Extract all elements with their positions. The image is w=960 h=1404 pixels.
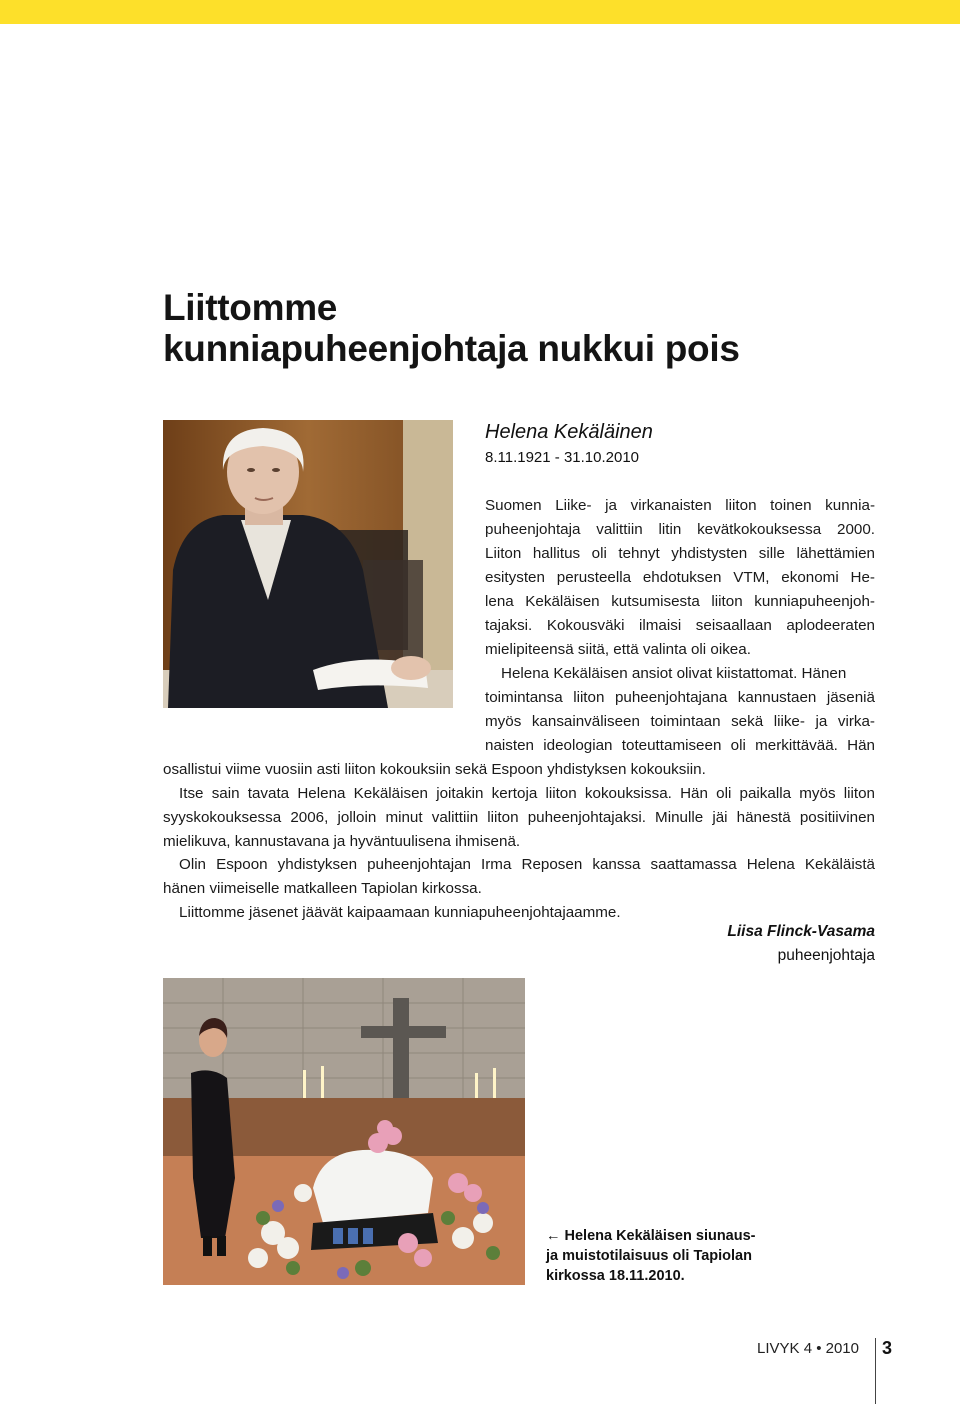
arrow-left-icon: ← bbox=[546, 1228, 561, 1244]
body-line: Olin Espoon yhdistyksen puheenjohtajan Irma Reposen kanssa saattamassa Helena Kekäläistä bbox=[179, 856, 875, 873]
body-line: esitysten perusteella ehdotuksen VTM, ekonomi He- bbox=[485, 569, 875, 586]
body-line: syyskokouksessa 2006, jolloin minut valittiin liiton puheenjohtajaksi. Minulle jäi hänestä positiivinen bbox=[163, 809, 875, 826]
signature-name: Liisa Flinck-Vasama bbox=[727, 923, 875, 940]
signature-role: puheenjohtaja bbox=[777, 947, 875, 964]
page-number: 3 bbox=[882, 1338, 893, 1358]
body-line: toimintansa liiton puheenjohtajana kannustaen jäseniä bbox=[485, 689, 875, 706]
portrait-photo bbox=[163, 420, 453, 708]
person-name: Helena Kekäläinen bbox=[485, 421, 653, 443]
caption-line-1: Helena Kekäläisen siunaus- bbox=[564, 1228, 756, 1244]
title-line-2: kunniapuheenjohtaja nukkui pois bbox=[163, 328, 740, 369]
body-line: osallistui viime vuosiin asti liiton kokouksiin sekä Espoon yhdistyksen kokouksiin. bbox=[163, 761, 706, 778]
body-line: tajaksi. Kokousväki ilmaisi seisaallaan aplodeeraten bbox=[485, 617, 875, 634]
body-line: naisten ideologian toteuttamiseen oli merkittävää. Hän bbox=[485, 737, 875, 754]
body-line: mielikuva, kannustavana ja hyväntuulisena ihmisenä. bbox=[163, 833, 521, 850]
caption-line-2: ja muistotilaisuus oli Tapiolan bbox=[546, 1248, 752, 1264]
body-line: mielipiteensä siitä, että valinta oli oikea. bbox=[485, 641, 751, 658]
body-line: Helena Kekäläisen ansiot olivat kiistattomat. Hänen bbox=[501, 665, 847, 682]
caption-line-3: kirkossa 18.11.2010. bbox=[546, 1268, 685, 1284]
body-line: myös kansainväliseen toimintaan sekä liike- ja virka- bbox=[485, 713, 875, 730]
body-line: Liittomme jäsenet jäävät kaipaamaan kunniapuheenjohtajaamme. bbox=[179, 904, 621, 921]
publication-info: LIVYK 4 • 2010 bbox=[757, 1340, 859, 1357]
body-line: lena Kekäläisen kutsumisesta liiton kunniapuheenjoh- bbox=[485, 593, 875, 610]
church-illustration bbox=[163, 978, 525, 1285]
article-title bbox=[163, 287, 740, 369]
body-line: puheenjohtaja valittiin litin kevätkokouksessa 2000. bbox=[485, 521, 875, 538]
person-dates: 8.11.1921 - 31.10.2010 bbox=[485, 449, 640, 466]
church-photo bbox=[163, 978, 525, 1285]
footer-divider bbox=[875, 1338, 876, 1404]
portrait-illustration bbox=[163, 420, 453, 708]
photo-caption bbox=[546, 1226, 806, 1286]
body-line: Itse sain tavata Helena Kekäläisen joitakin kertoja liiton kokouksissa. Hän oli paikalla myös liiton bbox=[179, 785, 875, 802]
top-accent-bar bbox=[0, 0, 960, 24]
body-line: Liiton hallitus oli tehnyt yhdistysten sille lähettämien bbox=[485, 545, 875, 562]
body-line: Suomen Liike- ja virkanaisten liiton toinen kunnia- bbox=[485, 497, 875, 514]
body-line: hänen viimeiselle matkalleen Tapiolan kirkossa. bbox=[163, 880, 482, 897]
title-line-1: Liittomme bbox=[163, 287, 338, 328]
